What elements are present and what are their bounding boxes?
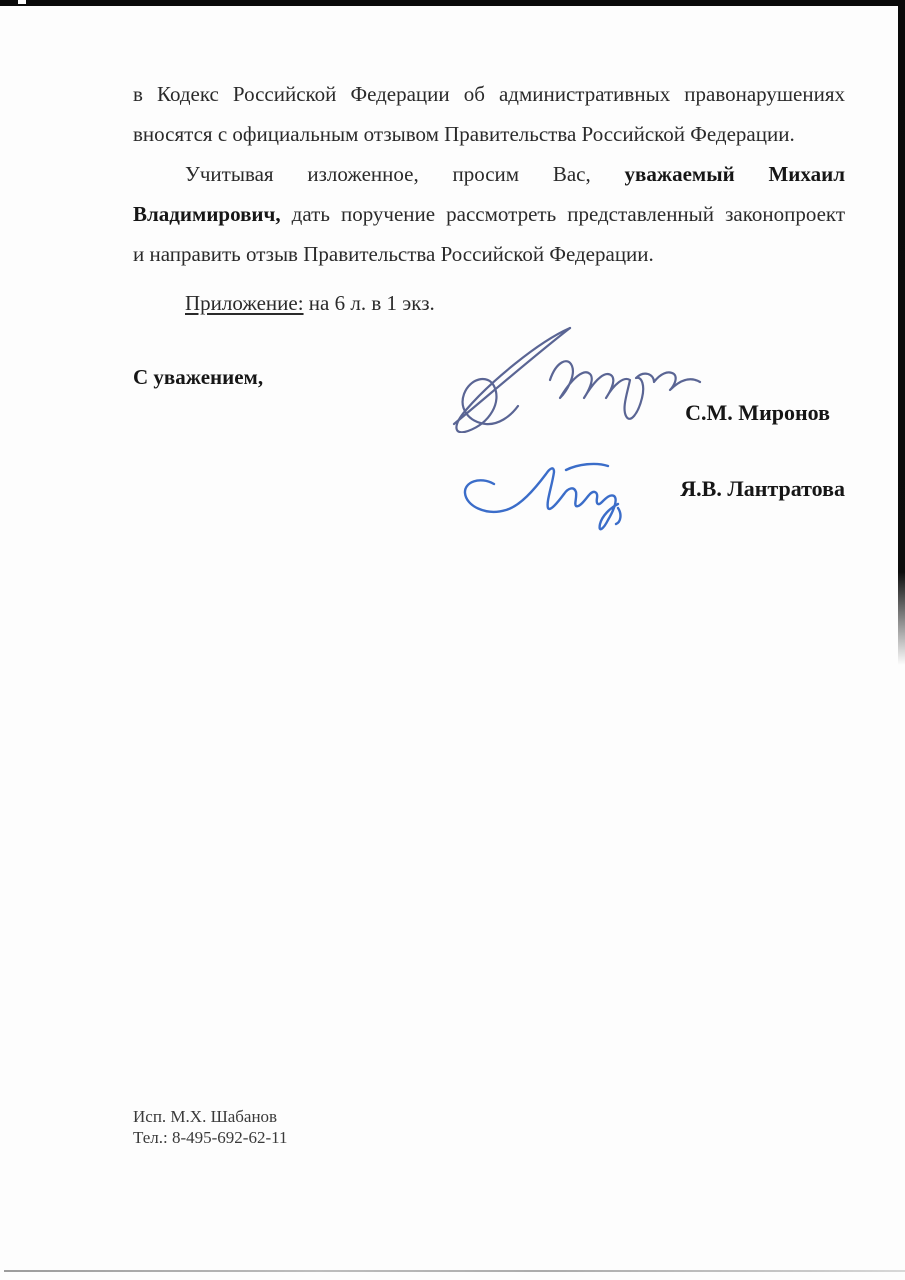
signer-name-lantratova: Я.В. Лантратова — [680, 476, 845, 501]
regards-line: С уважением, — [133, 365, 264, 389]
body-line-5 — [133, 234, 845, 274]
body-line-2 — [133, 114, 845, 154]
footer-executor: Исп. М.Х. Шабанов — [133, 1107, 278, 1126]
body-text-bold: уважаемый Михаил — [624, 162, 845, 186]
scan-edge-bottom — [4, 1270, 905, 1272]
signature-lantratova-strokes — [465, 464, 621, 529]
signature-lantratova — [450, 446, 630, 538]
body-text: в Кодекс Российской Федерации об административных правонарушениях — [133, 82, 845, 106]
attachment-label: Приложение: — [185, 291, 304, 315]
signature-mironov — [437, 318, 709, 433]
attachment-text: на 6 л. в 1 экз. — [303, 291, 435, 315]
footer-phone: Тел.: 8-495-692-62-11 — [133, 1128, 288, 1147]
signer-name-mironov: С.М. Миронов — [685, 400, 830, 425]
body-text-bold: Владимирович, — [133, 202, 281, 226]
body-text: дать поручение рассмотреть представленный законопроект — [280, 202, 845, 226]
body-text: Учитывая изложенное, просим Вас, — [185, 162, 625, 186]
letter-body — [133, 74, 845, 323]
scan-edge-top-notch — [18, 0, 26, 4]
body-line-4 — [133, 194, 845, 234]
body-line-1 — [133, 74, 845, 114]
attachment-line — [133, 283, 845, 323]
body-text: вносятся с официальным отзывом Правительства Российской Федерации. — [133, 122, 795, 146]
body-text: и направить отзыв Правительства Российской Федерации. — [133, 242, 654, 266]
scan-edge-right — [898, 0, 905, 665]
signature-mironov-strokes — [454, 328, 700, 432]
scan-edge-top — [0, 0, 905, 6]
footer-block — [133, 1106, 288, 1148]
body-line-3 — [133, 154, 845, 194]
